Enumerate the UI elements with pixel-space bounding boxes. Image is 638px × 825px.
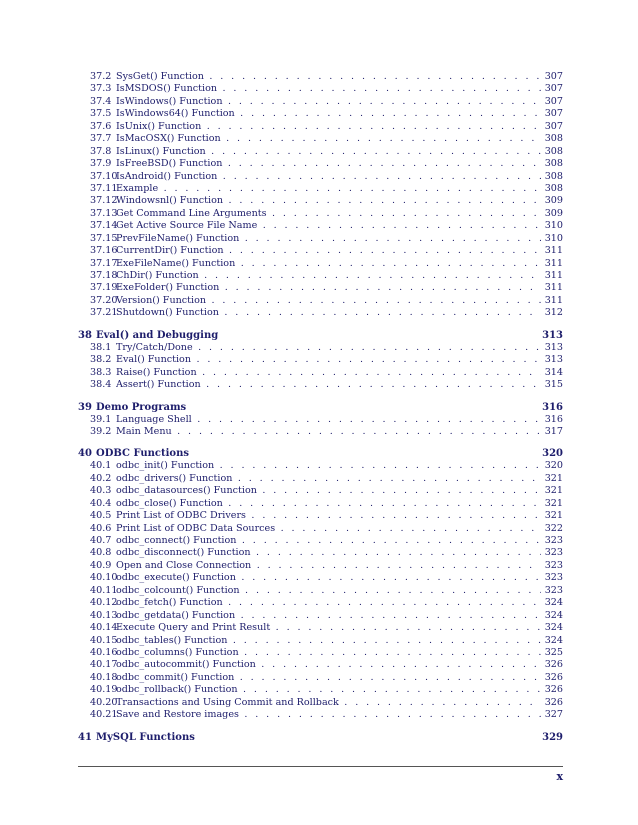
- toc-entry-title: IsAndroid() Function . . .: [116, 171, 541, 183]
- toc-entry-num: 40.10: [90, 572, 118, 584]
- toc-entry-num: 37.16: [90, 245, 118, 257]
- toc-entry-title: Windowsnl() Function . . .: [116, 195, 541, 207]
- toc-entry-title: Eval() Function . . .: [116, 354, 541, 366]
- toc-entry-num: 37.15: [90, 232, 118, 244]
- toc-entry-page: 321: [541, 510, 563, 522]
- toc-entry[interactable]: [78, 342, 563, 354]
- toc-entry-num: 37.19: [90, 282, 118, 294]
- toc-entry-page: 315: [541, 379, 563, 391]
- chapter-heading[interactable]: [78, 447, 563, 460]
- toc-entry-title: PrevFileName() Function . . .: [116, 233, 541, 245]
- toc-entry-title: odbc_execute() Function . . .: [116, 572, 541, 584]
- toc-entry[interactable]: [78, 473, 563, 485]
- toc-entry-num: 39.1: [90, 413, 112, 425]
- toc-entry-num: 40.18: [90, 671, 118, 683]
- toc-entry[interactable]: [78, 220, 563, 232]
- toc-entry[interactable]: [78, 498, 563, 510]
- toc-entry[interactable]: [78, 597, 563, 609]
- toc-entry-title: IsLinux() Function . . .: [116, 146, 541, 158]
- toc-entry-title: IsWindows64() Function . . .: [116, 108, 541, 120]
- toc-entry-num: 40.3: [90, 485, 112, 497]
- toc-entry-title: Execute Query and Print Result . . .: [116, 622, 541, 634]
- toc-entry-title: Get Command Line Arguments . . .: [116, 208, 541, 220]
- toc-entry-num: 37.3: [90, 83, 112, 95]
- toc-entry-num: 37.10: [90, 170, 118, 182]
- toc-entry[interactable]: [78, 560, 563, 572]
- toc-entry[interactable]: [78, 585, 563, 597]
- toc-entry-page: 324: [541, 635, 563, 647]
- chapter-title: MySQL Functions: [96, 731, 195, 743]
- toc-entry[interactable]: [78, 71, 563, 83]
- toc-entry-page: 324: [541, 622, 563, 634]
- toc-entry[interactable]: [78, 697, 563, 709]
- toc-entry-page: 308: [541, 146, 563, 158]
- toc-entry-num: 40.19: [90, 684, 118, 696]
- toc-entry-title: Open and Close Connection . . .: [116, 560, 541, 572]
- toc-entry[interactable]: [78, 307, 563, 319]
- toc-entry-title: odbc_fetch() Function . . .: [116, 597, 541, 609]
- toc-entry-page: 307: [541, 71, 563, 83]
- chapter-num: 38: [78, 329, 92, 341]
- toc-entry[interactable]: [78, 171, 563, 183]
- chapter-heading[interactable]: [78, 731, 563, 744]
- toc-entry-num: 37.9: [90, 158, 112, 170]
- toc-entry-num: 37.17: [90, 257, 118, 269]
- toc-entry-page: 311: [541, 282, 563, 294]
- toc-entry-num: 40.12: [90, 597, 118, 609]
- toc-entry-title: odbc_disconnect() Function . . .: [116, 547, 541, 559]
- toc-entry[interactable]: [78, 245, 563, 257]
- toc-entry-num: 37.2: [90, 71, 112, 82]
- toc-entry-title: Transactions and Using Commit and Rollback . . .: [116, 697, 541, 709]
- chapter-title: Eval() and Debugging: [96, 329, 219, 341]
- toc-entry-num: 37.6: [90, 120, 112, 132]
- toc-entry-page: 313: [541, 342, 563, 354]
- toc-entry-page: 308: [541, 183, 563, 195]
- toc-entry-title: ExeFileName() Function . . .: [116, 258, 541, 270]
- toc-entry-page: 323: [541, 547, 563, 559]
- toc-entry-num: 37.12: [90, 195, 118, 207]
- toc-entry[interactable]: [78, 635, 563, 647]
- toc-entry-page: 324: [541, 610, 563, 622]
- toc-entry-num: 37.11: [90, 182, 118, 194]
- toc-entry-page: 327: [541, 709, 563, 721]
- toc-entry[interactable]: [78, 672, 563, 684]
- toc-entry-num: 38.3: [90, 366, 112, 378]
- toc-entry-page: 324: [541, 597, 563, 609]
- toc-entry[interactable]: [78, 485, 563, 497]
- toc-entry[interactable]: [78, 146, 563, 158]
- chapter-num: 41: [78, 731, 92, 743]
- chapter-page: 329: [542, 731, 563, 743]
- toc-entry-num: 37.13: [90, 207, 118, 219]
- toc-entry-num: 40.4: [90, 497, 112, 509]
- toc-entry-num: 38.1: [90, 341, 112, 353]
- toc-entry-page: 307: [541, 121, 563, 133]
- toc-entry-num: 37.7: [90, 133, 112, 145]
- toc-entry-title: odbc_autocommit() Function . . .: [116, 659, 541, 671]
- toc-entry-page: 308: [541, 133, 563, 145]
- toc-entry-title: Raise() Function . . .: [116, 367, 541, 379]
- toc-entry-page: 321: [541, 473, 563, 485]
- toc-entry[interactable]: [78, 460, 563, 472]
- toc-entry-title: Main Menu . . .: [116, 426, 541, 438]
- toc-entry-num: 40.16: [90, 646, 118, 658]
- toc-entry[interactable]: [78, 233, 563, 245]
- chapter-page: 313: [542, 329, 563, 341]
- toc-entry-num: 37.21: [90, 307, 118, 319]
- toc-entry-num: 38.2: [90, 354, 112, 366]
- toc-entry[interactable]: [78, 647, 563, 659]
- toc-entry-title: odbc_rollback() Function . . .: [116, 684, 541, 696]
- toc-entry-num: 40.20: [90, 696, 118, 708]
- toc-entry-title: Try/Catch/Done . . .: [116, 342, 541, 354]
- footer-divider: [78, 766, 563, 767]
- toc-entry[interactable]: [78, 133, 563, 145]
- toc-entry-num: 40.1: [90, 460, 112, 472]
- toc-entry[interactable]: [78, 108, 563, 120]
- toc-entry-num: 40.9: [90, 559, 112, 571]
- toc-entry-page: 323: [541, 560, 563, 572]
- toc-entry-title: IsWindows() Function . . .: [116, 96, 541, 108]
- toc-entry-page: 313: [541, 354, 563, 366]
- toc-entry[interactable]: [78, 572, 563, 584]
- toc-entry-title: odbc_getdata() Function . . .: [116, 610, 541, 622]
- toc-entry-title: odbc_drivers() Function . . .: [116, 473, 541, 485]
- chapter-num: 40: [78, 448, 92, 460]
- toc-entry-title: Get Active Source File Name . . .: [116, 220, 541, 232]
- toc-entry-num: 40.5: [90, 510, 112, 522]
- toc-entry[interactable]: [78, 379, 563, 391]
- toc-entry[interactable]: [78, 258, 563, 270]
- toc-entry-page: 307: [541, 96, 563, 108]
- toc-entry-page: 323: [541, 535, 563, 547]
- toc-entry[interactable]: [78, 96, 563, 108]
- toc-entry-num: 37.14: [90, 220, 118, 232]
- toc-entry-title: odbc_colcount() Function . . .: [116, 585, 541, 597]
- toc-entry-page: 323: [541, 585, 563, 597]
- toc-entry[interactable]: [78, 622, 563, 634]
- toc-entry-page: 307: [541, 108, 563, 120]
- toc-entry[interactable]: [78, 183, 563, 195]
- toc-entry[interactable]: [78, 547, 563, 559]
- toc-entry-num: 40.7: [90, 535, 112, 546]
- toc-entry-page: 317: [541, 426, 563, 438]
- toc-entry[interactable]: [78, 295, 563, 307]
- toc-entry-title: ChDir() Function . . .: [116, 270, 541, 282]
- toc-entry-page: 316: [541, 414, 563, 426]
- toc-entry-title: Print List of ODBC Drivers . . .: [116, 510, 541, 522]
- toc-entry[interactable]: [78, 426, 563, 438]
- toc-entry-page: 312: [541, 307, 563, 319]
- toc-entry-num: 40.8: [90, 547, 112, 559]
- toc-entry[interactable]: [78, 414, 563, 426]
- footer-page-number: x: [556, 770, 563, 783]
- toc-entry-title: Shutdown() Function . . .: [116, 307, 541, 319]
- toc-entry[interactable]: [78, 158, 563, 170]
- toc-entry-title: IsFreeBSD() Function . . .: [116, 158, 541, 170]
- toc-entry[interactable]: [78, 208, 563, 220]
- toc-entry[interactable]: [78, 270, 563, 282]
- toc-entry-num: 37.8: [90, 145, 112, 157]
- toc-entry-page: 311: [541, 270, 563, 282]
- toc-entry-title: Assert() Function . . .: [116, 379, 541, 391]
- toc-entry-page: 309: [541, 208, 563, 220]
- toc-entry-title: odbc_init() Function . . .: [116, 460, 541, 472]
- toc-entry-title: odbc_datasources() Function . . .: [116, 485, 541, 497]
- toc-entry-page: 321: [541, 498, 563, 510]
- toc-entry-num: 40.21: [90, 709, 118, 721]
- toc-entry[interactable]: [78, 83, 563, 95]
- toc-entry-page: 326: [541, 697, 563, 709]
- toc-entry[interactable]: [78, 282, 563, 294]
- chapter-page: 316: [542, 401, 563, 413]
- toc-entry-num: 40.17: [90, 659, 118, 671]
- toc-entry-num: 37.4: [90, 95, 112, 107]
- toc-entry[interactable]: [78, 195, 563, 207]
- toc-entry-page: 311: [541, 245, 563, 257]
- toc-entry[interactable]: [78, 709, 563, 721]
- toc-entry-page: 326: [541, 672, 563, 684]
- toc-entry-num: 37.18: [90, 270, 118, 281]
- toc-entry-page: 307: [541, 83, 563, 95]
- toc-entry-title: odbc_close() Function . . .: [116, 498, 541, 510]
- toc-entry-page: 308: [541, 171, 563, 183]
- toc-entry-page: 311: [541, 258, 563, 270]
- chapter-heading[interactable]: [78, 401, 563, 414]
- toc-entry-num: 39.2: [90, 425, 112, 437]
- chapter-page: 320: [542, 448, 563, 460]
- toc-entry-title: Language Shell . . .: [116, 414, 541, 426]
- toc-entry-page: 311: [541, 295, 563, 307]
- toc-entry[interactable]: [78, 510, 563, 522]
- toc-entry-title: Example . . .: [116, 183, 541, 195]
- toc-entry-title: Print List of ODBC Data Sources . . .: [116, 523, 541, 535]
- toc-entry[interactable]: [78, 367, 563, 379]
- toc-entry-page: 308: [541, 158, 563, 170]
- toc-entry-title: odbc_tables() Function . . .: [116, 635, 541, 647]
- toc-entry-page: 325: [541, 647, 563, 659]
- toc-entry[interactable]: [78, 610, 563, 622]
- toc-entry[interactable]: [78, 535, 563, 547]
- toc-entry-page: 320: [541, 460, 563, 472]
- toc-entry-title: Save and Restore images . . .: [116, 709, 541, 721]
- toc-entry-page: 326: [541, 659, 563, 671]
- toc-entry-page: 321: [541, 485, 563, 497]
- toc-entry-title: odbc_columns() Function . . .: [116, 647, 541, 659]
- toc-entry[interactable]: [78, 354, 563, 366]
- chapter-heading[interactable]: [78, 329, 563, 342]
- toc-entry-num: 40.2: [90, 472, 112, 484]
- toc-entry[interactable]: [78, 121, 563, 133]
- toc-entry-title: CurrentDir() Function . . .: [116, 245, 541, 257]
- chapter-title: ODBC Functions: [96, 448, 190, 460]
- toc-entry-title: Version() Function . . .: [116, 295, 541, 307]
- toc-entry-page: 314: [541, 367, 563, 379]
- toc-entry-page: 309: [541, 195, 563, 207]
- toc-entry-page: 326: [541, 684, 563, 696]
- toc-entry-page: 310: [541, 220, 563, 232]
- chapter-num: 39: [78, 401, 92, 413]
- toc-entry-num: 38.4: [90, 379, 112, 391]
- toc-entry-title: SysGet() Function . . .: [116, 71, 541, 83]
- table-of-contents: [78, 71, 563, 744]
- toc-entry-num: 40.14: [90, 622, 118, 634]
- toc-entry-title: IsMacOSX() Function . . .: [116, 133, 541, 145]
- toc-entry-page: 310: [541, 233, 563, 245]
- toc-entry-num: 40.15: [90, 634, 118, 646]
- toc-entry-page: 322: [541, 523, 563, 535]
- toc-entry-num: 37.5: [90, 108, 112, 120]
- toc-entry-num: 37.20: [90, 294, 118, 306]
- toc-entry-num: 40.13: [90, 609, 118, 621]
- toc-entry-num: 40.11: [90, 584, 118, 596]
- toc-entry-num: 40.6: [90, 522, 112, 534]
- toc-entry-title: odbc_connect() Function . . .: [116, 535, 541, 547]
- toc-entry-title: ExeFolder() Function . . .: [116, 282, 541, 294]
- chapter-title: Demo Programs: [96, 401, 187, 413]
- toc-entry-title: IsMSDOS() Function . . .: [116, 83, 541, 95]
- toc-entry-title: odbc_commit() Function . . .: [116, 672, 541, 684]
- toc-entry[interactable]: [78, 523, 563, 535]
- toc-entry[interactable]: [78, 659, 563, 671]
- toc-entry-title: IsUnix() Function . . .: [116, 121, 541, 133]
- toc-entry-page: 323: [541, 572, 563, 584]
- toc-entry[interactable]: [78, 684, 563, 696]
